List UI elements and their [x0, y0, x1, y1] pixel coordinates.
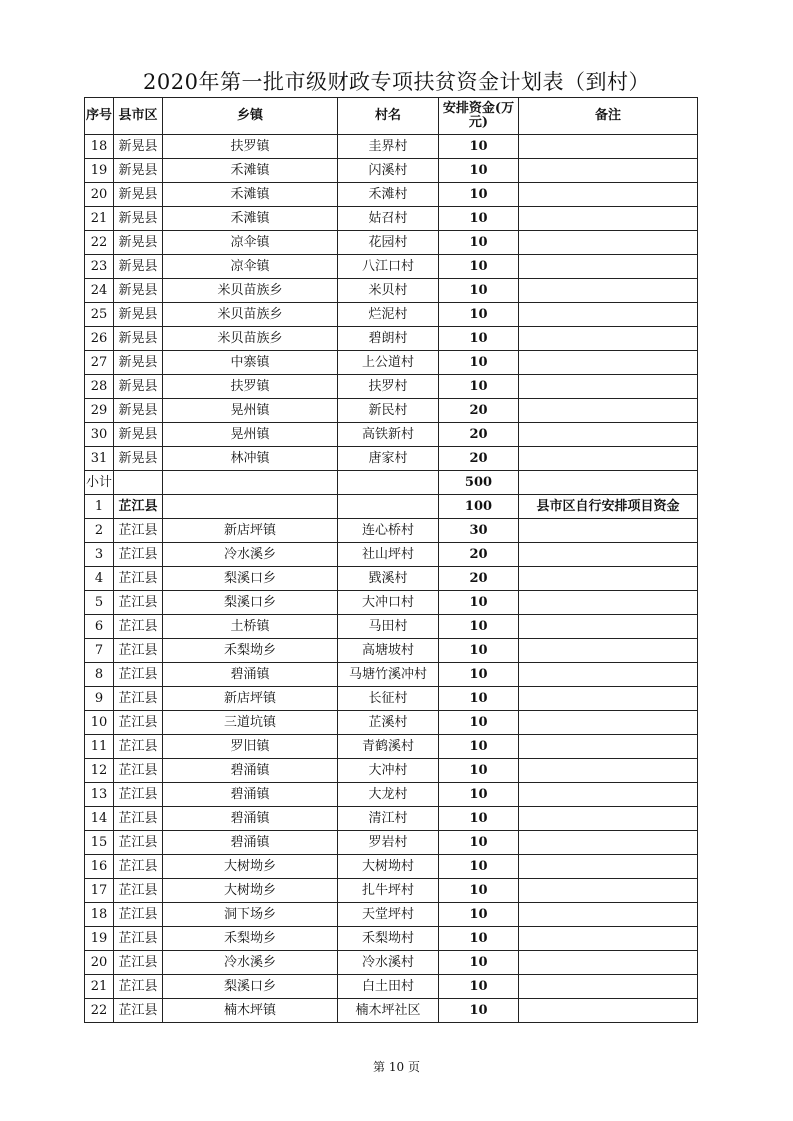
cell-funds: 10 [439, 831, 519, 855]
table-row [85, 687, 698, 711]
cell-index: 25 [85, 303, 114, 327]
table-row [85, 615, 698, 639]
cell-remarks [519, 903, 698, 927]
cell-village: 高铁新村 [338, 423, 439, 447]
cell-village: 楠木坪社区 [338, 999, 439, 1023]
cell-index: 28 [85, 375, 114, 399]
cell-village: 大龙村 [338, 783, 439, 807]
cell-village: 连心桥村 [338, 519, 439, 543]
cell-county: 芷江县 [114, 639, 163, 663]
cell-township: 冷水溪乡 [163, 951, 338, 975]
table-row [85, 711, 698, 735]
table-header-row [85, 98, 698, 135]
table-row [85, 807, 698, 831]
cell-county: 芷江县 [114, 975, 163, 999]
cell-township: 禾滩镇 [163, 207, 338, 231]
cell-township: 米贝苗族乡 [163, 279, 338, 303]
cell-township: 禾梨坳乡 [163, 927, 338, 951]
cell-county: 芷江县 [114, 903, 163, 927]
table-row [85, 735, 698, 759]
cell-township: 禾滩镇 [163, 159, 338, 183]
cell-funds: 10 [439, 927, 519, 951]
cell-village: 大冲口村 [338, 591, 439, 615]
cell-county: 芷江县 [114, 783, 163, 807]
cell-village: 圭界村 [338, 135, 439, 159]
cell-index: 27 [85, 351, 114, 375]
table-row [85, 159, 698, 183]
cell-village: 清江村 [338, 807, 439, 831]
cell-county: 新晃县 [114, 231, 163, 255]
header-county: 县市区 [114, 98, 163, 135]
table-row [85, 567, 698, 591]
cell-index: 16 [85, 855, 114, 879]
cell-township: 晃州镇 [163, 423, 338, 447]
table-row [85, 399, 698, 423]
header-village: 村名 [338, 98, 439, 135]
cell-village: 马塘竹溪冲村 [338, 663, 439, 687]
header-funds: 安排资金(万元) [439, 98, 519, 135]
cell-village: 芷溪村 [338, 711, 439, 735]
cell-county: 芷江县 [114, 711, 163, 735]
cell-county: 芷江县 [114, 855, 163, 879]
cell-county: 新晃县 [114, 375, 163, 399]
cell-village: 禾滩村 [338, 183, 439, 207]
cell-remarks [519, 207, 698, 231]
cell-funds: 10 [439, 303, 519, 327]
cell-village [338, 471, 439, 495]
cell-remarks [519, 951, 698, 975]
page-title: 2020年第一批市级财政专项扶贫资金计划表（到村） [143, 70, 650, 94]
cell-funds: 10 [439, 807, 519, 831]
cell-index: 12 [85, 759, 114, 783]
cell-village: 罗岩村 [338, 831, 439, 855]
cell-village: 碧朗村 [338, 327, 439, 351]
cell-county: 芷江县 [114, 495, 163, 519]
cell-county: 芷江县 [114, 567, 163, 591]
cell-index: 14 [85, 807, 114, 831]
cell-township: 洞下场乡 [163, 903, 338, 927]
cell-remarks [519, 591, 698, 615]
cell-county: 新晃县 [114, 135, 163, 159]
cell-county: 新晃县 [114, 351, 163, 375]
table-row [85, 879, 698, 903]
table-row [85, 855, 698, 879]
cell-village: 唐家村 [338, 447, 439, 471]
cell-county: 芷江县 [114, 951, 163, 975]
cell-funds: 10 [439, 159, 519, 183]
cell-remarks [519, 279, 698, 303]
cell-funds: 30 [439, 519, 519, 543]
table-row [85, 303, 698, 327]
page-number: 第 10 页 [373, 1060, 420, 1074]
table-row [85, 783, 698, 807]
cell-index: 18 [85, 903, 114, 927]
cell-county: 芷江县 [114, 663, 163, 687]
cell-village: 长征村 [338, 687, 439, 711]
cell-remarks [519, 543, 698, 567]
cell-funds: 10 [439, 999, 519, 1023]
cell-funds: 10 [439, 255, 519, 279]
cell-index: 20 [85, 951, 114, 975]
cell-remarks [519, 423, 698, 447]
cell-village: 花园村 [338, 231, 439, 255]
cell-remarks [519, 159, 698, 183]
cell-village: 白土田村 [338, 975, 439, 999]
cell-index: 17 [85, 879, 114, 903]
cell-index: 24 [85, 279, 114, 303]
cell-township: 扶罗镇 [163, 375, 338, 399]
cell-remarks [519, 183, 698, 207]
cell-remarks [519, 855, 698, 879]
cell-township: 碧涌镇 [163, 663, 338, 687]
cell-county: 芷江县 [114, 879, 163, 903]
cell-index: 5 [85, 591, 114, 615]
cell-index: 30 [85, 423, 114, 447]
cell-remarks [519, 447, 698, 471]
cell-index: 3 [85, 543, 114, 567]
cell-township: 梨溪口乡 [163, 591, 338, 615]
cell-index: 15 [85, 831, 114, 855]
cell-township: 晃州镇 [163, 399, 338, 423]
cell-county: 新晃县 [114, 183, 163, 207]
table-row [85, 279, 698, 303]
cell-township: 碧涌镇 [163, 783, 338, 807]
cell-county: 芷江县 [114, 807, 163, 831]
cell-township: 碧涌镇 [163, 831, 338, 855]
cell-funds: 10 [439, 135, 519, 159]
cell-funds: 10 [439, 279, 519, 303]
table-row [85, 999, 698, 1023]
cell-funds: 10 [439, 687, 519, 711]
cell-county: 新晃县 [114, 279, 163, 303]
cell-funds: 20 [439, 399, 519, 423]
cell-funds: 10 [439, 711, 519, 735]
cell-index: 22 [85, 231, 114, 255]
cell-village: 冷水溪村 [338, 951, 439, 975]
cell-township: 新店坪镇 [163, 687, 338, 711]
cell-remarks [519, 639, 698, 663]
cell-remarks [519, 255, 698, 279]
table-row [85, 927, 698, 951]
cell-village: 八江口村 [338, 255, 439, 279]
table-row [85, 951, 698, 975]
cell-township: 大树坳乡 [163, 855, 338, 879]
cell-funds: 10 [439, 951, 519, 975]
cell-remarks [519, 519, 698, 543]
cell-county: 芷江县 [114, 543, 163, 567]
table-row [85, 591, 698, 615]
cell-village: 青鹤溪村 [338, 735, 439, 759]
cell-remarks [519, 879, 698, 903]
cell-county: 新晃县 [114, 159, 163, 183]
cell-township: 冷水溪乡 [163, 543, 338, 567]
cell-funds: 20 [439, 423, 519, 447]
cell-index: 21 [85, 207, 114, 231]
cell-remarks [519, 471, 698, 495]
table-row [85, 207, 698, 231]
cell-village: 新民村 [338, 399, 439, 423]
cell-township: 楠木坪镇 [163, 999, 338, 1023]
cell-township: 中寨镇 [163, 351, 338, 375]
cell-index: 13 [85, 783, 114, 807]
header-township: 乡镇 [163, 98, 338, 135]
cell-village: 闪溪村 [338, 159, 439, 183]
cell-village: 大冲村 [338, 759, 439, 783]
cell-township: 碧涌镇 [163, 807, 338, 831]
cell-township: 土桥镇 [163, 615, 338, 639]
cell-remarks [519, 399, 698, 423]
cell-remarks [519, 927, 698, 951]
table-row [85, 351, 698, 375]
cell-remarks [519, 711, 698, 735]
cell-index: 7 [85, 639, 114, 663]
table-row [85, 423, 698, 447]
cell-county: 新晃县 [114, 207, 163, 231]
cell-index: 4 [85, 567, 114, 591]
cell-county: 芷江县 [114, 999, 163, 1023]
cell-remarks [519, 687, 698, 711]
cell-remarks [519, 735, 698, 759]
cell-funds: 10 [439, 663, 519, 687]
cell-index: 6 [85, 615, 114, 639]
cell-county: 新晃县 [114, 303, 163, 327]
cell-township: 禾滩镇 [163, 183, 338, 207]
cell-village: 米贝村 [338, 279, 439, 303]
cell-funds: 10 [439, 183, 519, 207]
cell-village: 马田村 [338, 615, 439, 639]
table-row [85, 447, 698, 471]
cell-county: 芷江县 [114, 735, 163, 759]
cell-index: 小计 [85, 471, 114, 495]
cell-township: 禾梨坳乡 [163, 639, 338, 663]
table-row [85, 471, 698, 495]
table-row [85, 663, 698, 687]
table-row [85, 183, 698, 207]
cell-township: 三道坑镇 [163, 711, 338, 735]
table-row [85, 231, 698, 255]
cell-remarks [519, 567, 698, 591]
cell-township: 梨溪口乡 [163, 975, 338, 999]
cell-funds: 10 [439, 615, 519, 639]
cell-village: 天堂坪村 [338, 903, 439, 927]
cell-township: 米贝苗族乡 [163, 303, 338, 327]
cell-index: 18 [85, 135, 114, 159]
cell-funds: 10 [439, 975, 519, 999]
cell-funds: 20 [439, 567, 519, 591]
cell-village: 大树坳村 [338, 855, 439, 879]
cell-remarks [519, 663, 698, 687]
cell-funds: 10 [439, 231, 519, 255]
cell-remarks [519, 807, 698, 831]
cell-village [338, 495, 439, 519]
cell-township: 林冲镇 [163, 447, 338, 471]
cell-funds: 10 [439, 759, 519, 783]
cell-funds: 10 [439, 879, 519, 903]
cell-county: 芷江县 [114, 831, 163, 855]
cell-village: 戥溪村 [338, 567, 439, 591]
cell-remarks: 县市区自行安排项目资金 [519, 495, 698, 519]
cell-remarks [519, 783, 698, 807]
cell-township [163, 471, 338, 495]
cell-county: 芷江县 [114, 759, 163, 783]
table-row [85, 495, 698, 519]
cell-village: 姑召村 [338, 207, 439, 231]
cell-funds: 10 [439, 903, 519, 927]
table-row [85, 639, 698, 663]
cell-village: 扶罗村 [338, 375, 439, 399]
table-row [85, 831, 698, 855]
cell-county: 芷江县 [114, 615, 163, 639]
cell-index: 11 [85, 735, 114, 759]
table-row [85, 975, 698, 999]
cell-village: 高塘坡村 [338, 639, 439, 663]
cell-county [114, 471, 163, 495]
table-row [85, 327, 698, 351]
cell-funds: 10 [439, 327, 519, 351]
cell-township: 新店坪镇 [163, 519, 338, 543]
cell-village: 烂泥村 [338, 303, 439, 327]
cell-index: 19 [85, 159, 114, 183]
cell-funds: 10 [439, 591, 519, 615]
cell-remarks [519, 999, 698, 1023]
header-remarks: 备注 [519, 98, 698, 135]
cell-index: 23 [85, 255, 114, 279]
cell-remarks [519, 135, 698, 159]
cell-index: 20 [85, 183, 114, 207]
cell-village: 扎牛坪村 [338, 879, 439, 903]
cell-county: 新晃县 [114, 447, 163, 471]
cell-funds: 10 [439, 375, 519, 399]
cell-funds: 10 [439, 207, 519, 231]
cell-township: 扶罗镇 [163, 135, 338, 159]
cell-township: 碧涌镇 [163, 759, 338, 783]
cell-county: 新晃县 [114, 423, 163, 447]
cell-funds: 20 [439, 543, 519, 567]
cell-funds: 10 [439, 735, 519, 759]
cell-index: 22 [85, 999, 114, 1023]
cell-remarks [519, 351, 698, 375]
cell-funds: 500 [439, 471, 519, 495]
cell-index: 19 [85, 927, 114, 951]
cell-index: 9 [85, 687, 114, 711]
cell-remarks [519, 975, 698, 999]
cell-index: 26 [85, 327, 114, 351]
table-row [85, 543, 698, 567]
table-row [85, 759, 698, 783]
cell-township [163, 495, 338, 519]
cell-index: 31 [85, 447, 114, 471]
cell-township: 梨溪口乡 [163, 567, 338, 591]
allocation-table [84, 97, 698, 1023]
table-row [85, 903, 698, 927]
cell-village: 上公道村 [338, 351, 439, 375]
cell-index: 1 [85, 495, 114, 519]
cell-township: 罗旧镇 [163, 735, 338, 759]
cell-funds: 20 [439, 447, 519, 471]
cell-remarks [519, 831, 698, 855]
cell-village: 禾梨坳村 [338, 927, 439, 951]
header-index: 序号 [85, 98, 114, 135]
cell-remarks [519, 327, 698, 351]
cell-county: 新晃县 [114, 255, 163, 279]
cell-index: 29 [85, 399, 114, 423]
cell-county: 芷江县 [114, 927, 163, 951]
cell-county: 芷江县 [114, 687, 163, 711]
cell-remarks [519, 375, 698, 399]
cell-funds: 100 [439, 495, 519, 519]
cell-remarks [519, 303, 698, 327]
cell-township: 凉伞镇 [163, 255, 338, 279]
cell-funds: 10 [439, 783, 519, 807]
table-row [85, 375, 698, 399]
cell-index: 2 [85, 519, 114, 543]
cell-township: 米贝苗族乡 [163, 327, 338, 351]
cell-remarks [519, 759, 698, 783]
cell-funds: 10 [439, 351, 519, 375]
cell-county: 芷江县 [114, 591, 163, 615]
cell-village: 社山坪村 [338, 543, 439, 567]
table-row [85, 255, 698, 279]
cell-funds: 10 [439, 855, 519, 879]
table-row [85, 135, 698, 159]
cell-county: 芷江县 [114, 519, 163, 543]
cell-funds: 10 [439, 639, 519, 663]
table-row [85, 519, 698, 543]
cell-remarks [519, 231, 698, 255]
cell-index: 10 [85, 711, 114, 735]
cell-index: 21 [85, 975, 114, 999]
cell-township: 大树坳乡 [163, 879, 338, 903]
cell-township: 凉伞镇 [163, 231, 338, 255]
cell-remarks [519, 615, 698, 639]
cell-index: 8 [85, 663, 114, 687]
cell-county: 新晃县 [114, 327, 163, 351]
cell-county: 新晃县 [114, 399, 163, 423]
